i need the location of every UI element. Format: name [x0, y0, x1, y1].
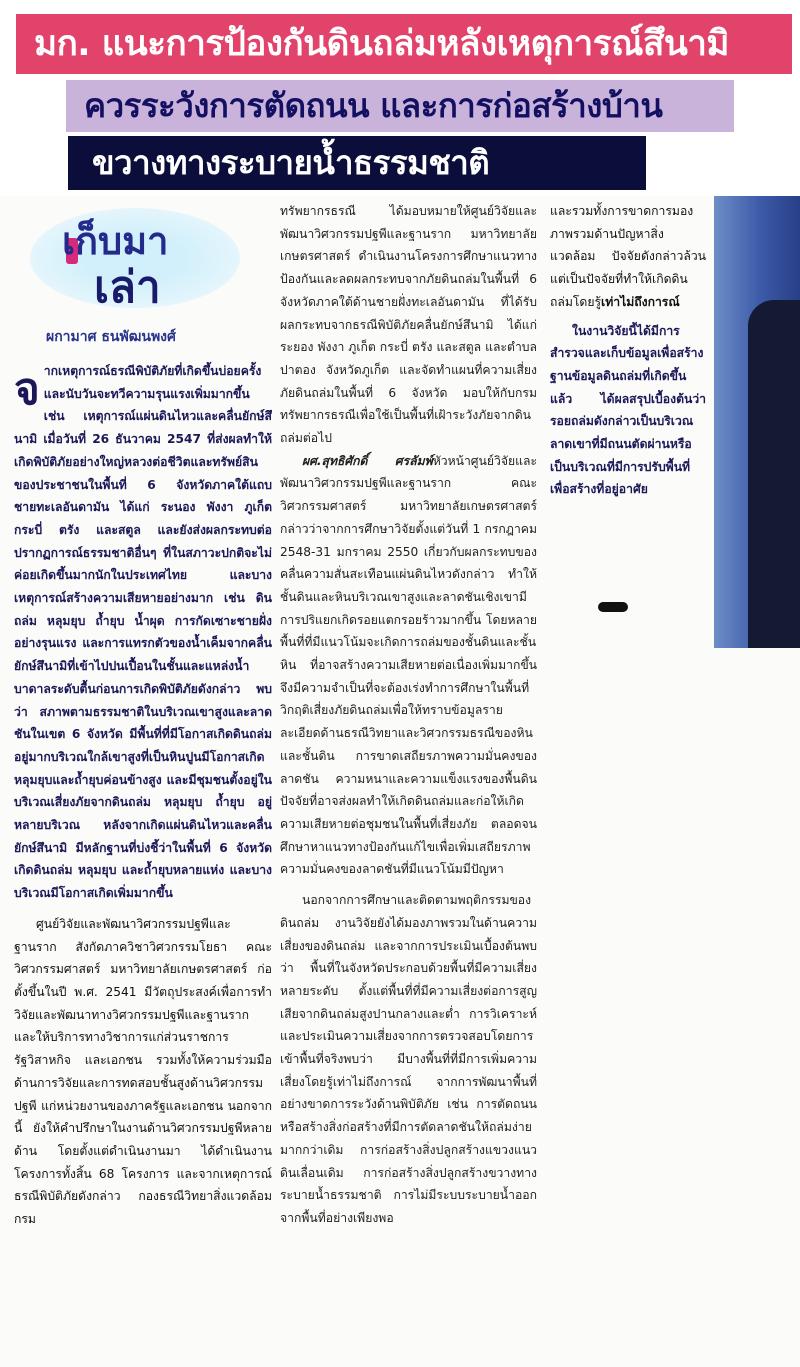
- bold-phrase: เท่าไม่ถึงการณ์: [601, 294, 680, 309]
- headline-line-2: ควรระวังการตัดถนน และการก่อสร้างบ้าน: [66, 80, 734, 132]
- headline-area: [0, 0, 800, 196]
- person-name: ผศ.สุทธิศักดิ์ ศรลัมพ์: [302, 453, 433, 468]
- summary-paragraph: ในงานวิจัยนี้ได้มีการสำรวจและเก็บข้อมูลเพื่อสร้างฐานข้อมูลดินถล่มที่เกิดขึ้นแล้ว ได้ผลสรุปเบื้องต้นว่า รอยถล่มดังกล่าวเป็นบริเวณลาดเขาที่มีถนนตัดผ่านหรือเป็นบริเวณที่มีการปรับพื้นที่เพื่อสร้างที่อยู่อาศัย: [550, 323, 706, 497]
- paragraph-text: หัวหน้าศูนย์วิจัยและพัฒนาวิศวกรรมปฐพีและฐานราก คณะวิศวกรรมศาสตร์ มหาวิทยาลัยเกษตรศาสตร์ กล่าวว่าจากการศึกษาวิจัยตั้งแต่วันที่ 1 กรกฎาคม 2548-31 มกราคม 2550 เกี่ยวกับผลกระทบของคลื่นความสั่นสะเทือนแผ่นดินไหวดังกล่าว ทำให้ชั้นดินและหินบริเวณเขาสูงและลาดชันเชิงเขามีการปริแยกเกิดรอยแตกรอยร้าวมากขึ้น โดยหลายพื้นที่ที่มีแนวโน้มจะเกิดการถล่มของชั้นดินและชั้นหิน ที่อาจสร้างความเสียหายต่อเนื่องเพิ่มมากขึ้น จึงมีความจำเป็นที่จะต้องเร่งทำการศึกษาในพื้นที่วิกฤติเสี่ยงภัยดินถล่มเพื่อให้ทราบข้อมูลรายละเอียดด้านธรณีวิทยาและวิศวกรรมธรณีของหินและชั้นดิน การขาดเสถียรภาพความมั่นคงของลาดชัน ความหนาและความแข็งแรงของพื้นดิน ปัจจัยที่อาจส่งผลทำให้เกิดดินถล่มและก่อให้เกิดความเสียหายต่อชุมชนในพื้นที่เสี่ยงภัย ตลอดจนศึกษาหาแนวทางป้องกันแก้ไขเพื่อเพิ่มเสถียรภาพความมั่นคงของลาดชันที่มีแนวโน้มมีปัญหา: [280, 453, 537, 877]
- paragraph: ทรัพยากรธรณี ได้มอบหมายให้ศูนย์วิจัยและพัฒนาวิศวกรรมปฐพีและฐานราก มหาวิทยาลัยเกษตรศาสตร์ ดำเนินงานโครงการศึกษาแนวทางป้องกันและลดผลกระทบจากภัยดินถล่มในพื้นที่ 6 จังหวัดภาคใต้ด้านชายฝั่งทะเลอันดามัน ที่ได้รับผลกระทบจากธรณีพิบัติภัยคลื่นยักษ์สึนามิ ได้แก่ ระยอง พังงา ภูเก็ต กระบี่ ตรัง และสตูล และตำบลปาตอง จังหวัดภูเก็ต และจัดทำแผนที่ความเสี่ยงภัยดินถล่มในพื้นที่ 6 จังหวัด มอบให้กับกรมทรัพยากรธรณีเพื่อใช้เป็นพื้นที่เฝ้าระวังภัยจากดินถล่มต่อไป: [280, 204, 537, 446]
- end-mark: [598, 602, 628, 612]
- paragraph: ศูนย์วิจัยและพัฒนาวิศวกรรมปฐพีและฐานราก สังกัดภาควิชาวิศวกรรมโยธา คณะวิศวกรรมศาสตร์ มหาวิทยาลัยเกษตรศาสตร์ ก่อตั้งขึ้นในปี พ.ศ. 2541 มีวัตถุประสงค์เพื่อการทำวิจัยและพัฒนาทางวิศวกรรมปฐพีและฐานราก และให้บริการทางวิชาการแก่ส่วนราชการ รัฐวิสาหกิจ และเอกชน รวมทั้งให้ความร่วมมือด้านการวิจัยและการทดสอบชั้นสูงด้านวิศวกรรมปฐพี แก่หน่วยงานของภาครัฐและเอกชน นอกจากนี้ ยังให้คำปรึกษาในงานด้านวิศวกรรมปฐพีหลายด้าน โดยตั้งแต่ดำเนินงานมา ได้ดำเนินงานโครงการทั้งสิ้น 68 โครงการ และจากเหตุการณ์ธรณีพิบัติภัยดังกล่าว กองธรณีวิทยาสิ่งแวดล้อม กรม: [14, 916, 272, 1227]
- article-column-2: [280, 200, 537, 1365]
- author-byline: ผกามาศ ธนพัฒนพงศ์: [46, 329, 176, 345]
- column-logo: [22, 200, 246, 320]
- headline-line-3: ขวางทางระบายน้ำธรรมชาติ: [68, 136, 646, 190]
- article-column-3: [550, 200, 706, 620]
- logo-text-bottom: เล่า: [94, 262, 161, 313]
- lead-text: ากเหตุการณ์ธรณีพิบัติภัยที่เกิดขึ้นบ่อยครั้ง และนับวันจะทวีความรุนแรงเพิ่มมากขึ้น เช่น เหตุการณ์แผ่นดินไหวและคลื่นยักษ์สึนามิ เมื่อวันที่ 26 ธันวาคม 2547 ที่ส่งผลทำให้เกิดพิบัติภัยอย่างใหญ่หลวงต่อชีวิตและทรัพย์สินของประชาชนในพื้นที่ 6 จังหวัดภาคใต้แถบชายทะเลอันดามัน ได้แก่ ระนอง พังงา ภูเก็ต กระบี่ ตรัง และสตูล และยังส่งผลกระทบต่อปรากฏการณ์ธรรมชาติอื่นๆ ที่ในสภาวะปกติจะไม่ค่อยเกิดขึ้นมากนักในประเทศไทย และบางเหตุการณ์สร้างความเสียหายอย่างมาก เช่น ดินถล่ม หลุมยุบ ถ้ำยุบ น้ำผุด การกัดเซาะชายฝั่งอย่างรุนแรง และการแทรกตัวของน้ำเค็มจากคลื่นยักษ์สึนามิที่เข้าไปปนเปื้อนในชั้นและแหล่งน้ำบาดาลระดับตื้นก่อนการเกิดพิบัติภัยดังกล่าว พบว่า สภาพตามธรรมชาติในบริเวณเขาสูงและลาดชันในเขต 6 จังหวัด มีพื้นที่ที่มีโอกาสเกิดดินถล่มอยู่มากบริเวณใกล้เขาสูงที่เป็นหินปูนมีโอกาสเกิดหลุมยุบและถ้ำยุบค่อนข้างสูง และมีชุมชนตั้งอยู่ในบริเวณเสี่ยงภัยจากดินถล่ม หลุมยุบ ถ้ำยุบ อยู่หลายบริเวณ หลังจากเกิดแผ่นดินไหวและคลื่นยักษ์สึนามิ มีหลักฐานที่บ่งชี้ว่าในพื้นที่ 6 จังหวัด เกิดดินถล่ม หลุมยุบ และถ้ำยุบหลายแห่ง และบางบริเวณมีโอกาสเกิดเพิ่มมากขึ้น: [14, 364, 272, 901]
- headline-line-1: มก. แนะการป้องกันดินถล่มหลังเหตุการณ์สึนามิ: [16, 14, 792, 74]
- paragraph: นอกจากการศึกษาและติดตามพฤติกรรมของดินถล่ม งานวิจัยยังได้มองภาพรวมในด้านความเสี่ยงของดินถล่ม และจากการประเมินเบื้องต้นพบว่า พื้นที่ในจังหวัดประกอบด้วยพื้นที่มีความเสี่ยงหลายระดับ ตั้งแต่พื้นที่ที่มีความเสี่ยงต่อการสูญเสียจากดินถล่มสูงปานกลางและต่ำ การวิเคราะห์และประเมินความเสี่ยงจากการตรวจสอบโดยการเข้าพื้นที่จริงพบว่า มีบางพื้นที่ที่มีการเพิ่มความเสี่ยงโดยรู้เท่าไม่ถึงการณ์ จากการพัฒนาพื้นที่อย่างขาดการระวังด้านพิบัติภัย เช่น การตัดถนน หรือสร้างสิ่งก่อสร้างที่มีการตัดลาดชันให้ถล่มง่ายมากกว่าเดิม การก่อสร้างสิ่งปลูกสร้างแขวงแนวดินเลื่อนเดิม การก่อสร้างสิ่งปลูกสร้างขวางทางระบายน้ำธรรมชาติ การไม่มีระบบระบายน้ำออกจากพื้นที่อย่างเพียงพอ: [280, 893, 537, 1225]
- photo-silhouette: [748, 300, 800, 648]
- lead-paragraph: [14, 360, 272, 905]
- drop-cap: จ: [14, 364, 40, 415]
- article-column-1: [14, 360, 272, 1365]
- paragraph: [550, 200, 706, 314]
- paragraph-text: และรวมทั้งการขาดการมองภาพรวมด้านปัญหาสิ่งแวดล้อม ปัจจัยดังกล่าวล้วนแต่เป็นปัจจัยที่ทำให้เกิดดินถล่มโดยรู้: [550, 204, 706, 309]
- logo-text-top: เก็บมา: [62, 219, 169, 263]
- paragraph: [280, 450, 537, 881]
